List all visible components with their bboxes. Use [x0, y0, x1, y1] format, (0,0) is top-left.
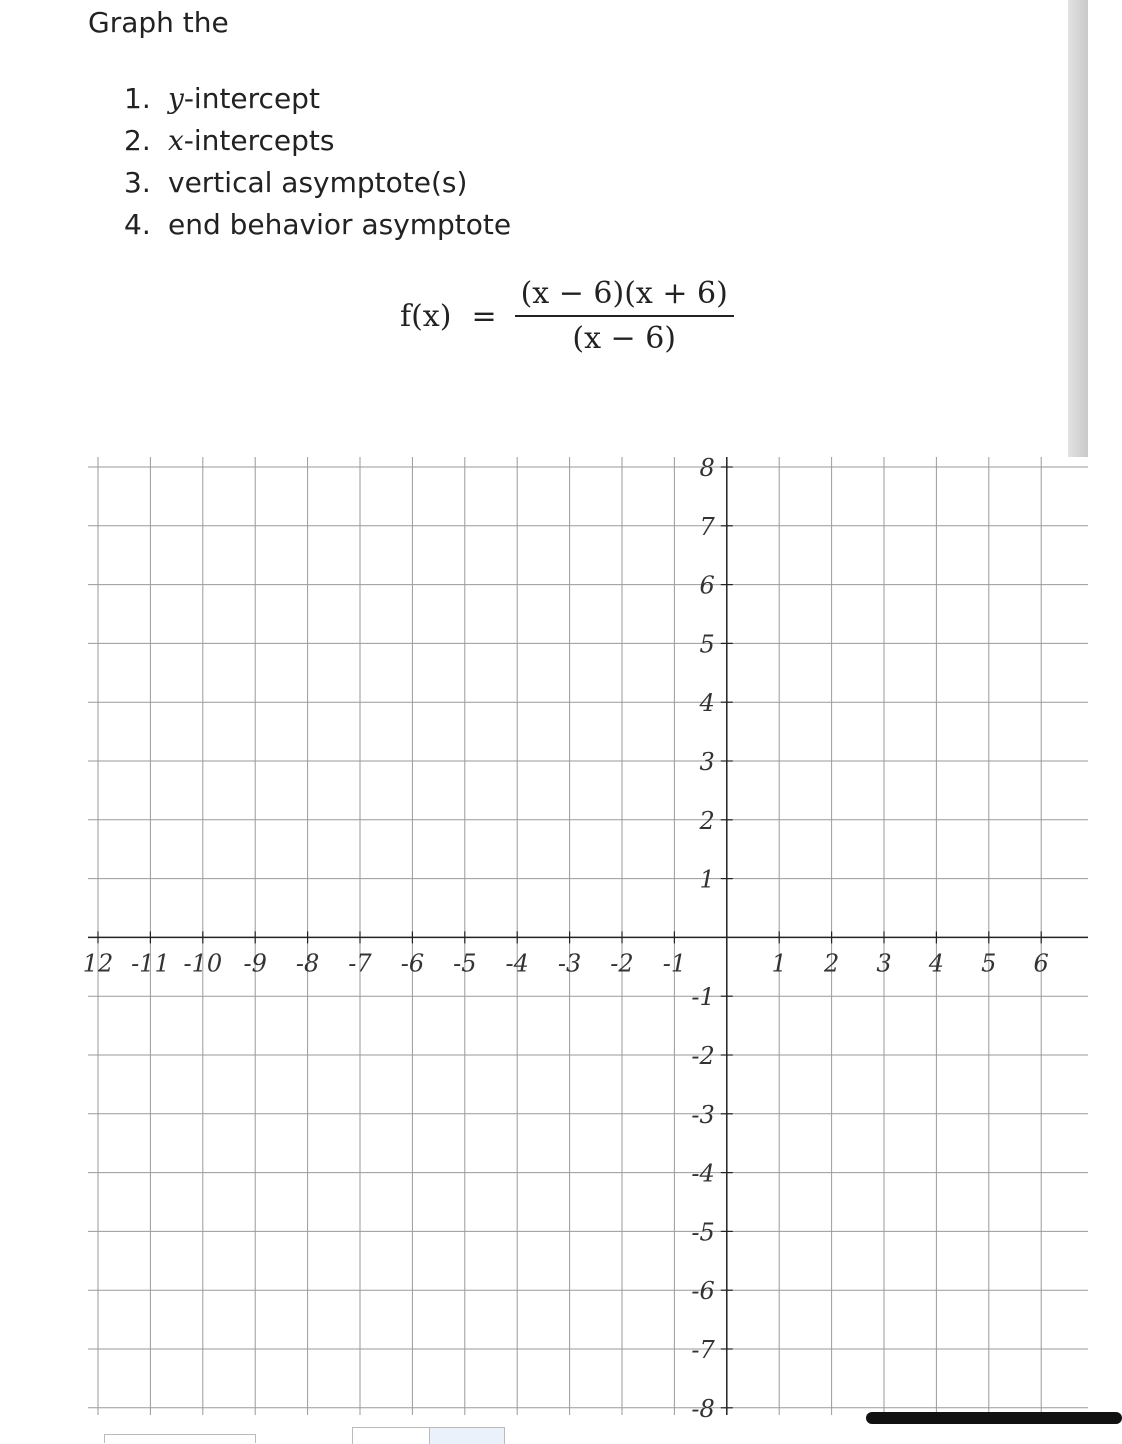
- y-tick-label: -3: [691, 1100, 715, 1129]
- page-scroll-shadow: [1068, 0, 1088, 457]
- y-tick-label: 7: [699, 512, 715, 541]
- task-item: [124, 162, 511, 204]
- x-tick-label: -8: [295, 949, 320, 978]
- x-tick-label: 3: [876, 949, 892, 978]
- x-tick-label: 6: [1033, 949, 1049, 978]
- math-variable: y: [168, 82, 184, 115]
- answer-control-middle[interactable]: [352, 1427, 430, 1444]
- task-item: [124, 204, 511, 246]
- x-tick-label: 2: [823, 949, 840, 978]
- x-tick-label: -4: [505, 949, 529, 978]
- y-tick-label: -8: [691, 1394, 715, 1420]
- y-tick-label: -4: [691, 1159, 715, 1188]
- x-tick-label: 5: [981, 949, 997, 978]
- x-tick-label: -6: [400, 949, 425, 978]
- y-tick-label: -2: [691, 1042, 715, 1070]
- function-formula: [400, 276, 734, 356]
- y-tick-label: 4: [699, 689, 715, 718]
- x-tick-label: -9: [243, 949, 267, 978]
- y-tick-label: -7: [691, 1336, 715, 1364]
- x-tick-label: -2: [610, 949, 634, 978]
- y-tick-label: 2: [699, 806, 715, 835]
- y-tick-label: -5: [691, 1218, 715, 1247]
- x-tick-label: 4: [928, 949, 945, 978]
- y-tick-label: 6: [699, 571, 715, 600]
- answer-control-right[interactable]: [429, 1427, 505, 1444]
- formula-denominator: (x − 6): [572, 321, 677, 356]
- task-number: 4.: [124, 208, 151, 241]
- task-text: -intercept: [183, 82, 320, 115]
- task-item: [124, 120, 511, 162]
- math-variable: x: [168, 124, 184, 157]
- task-number: 2.: [124, 124, 151, 157]
- x-tick-label: 12: [82, 949, 114, 978]
- x-tick-label: -5: [453, 949, 477, 978]
- x-tick-label: -1: [662, 949, 687, 978]
- x-tick-label: 1: [771, 949, 787, 978]
- task-list: [124, 78, 511, 246]
- task-text: vertical asymptote(s): [168, 166, 468, 199]
- formula-lhs: f(x): [400, 298, 452, 334]
- task-text: end behavior asymptote: [168, 208, 512, 241]
- x-tick-label: -7: [348, 949, 372, 978]
- y-tick-label: 3: [699, 748, 715, 776]
- coordinate-graph[interactable]: [0, 440, 1088, 1420]
- y-tick-label: 8: [699, 454, 715, 482]
- formula-fraction: [515, 276, 734, 356]
- formula-numerator: (x − 6)(x + 6): [515, 276, 734, 317]
- x-tick-label: -10: [183, 949, 223, 978]
- y-tick-label: 5: [699, 630, 715, 659]
- y-tick-label: 1: [699, 865, 715, 894]
- task-number: 1.: [124, 82, 151, 115]
- instruction-title: Graph the: [88, 6, 229, 39]
- task-number: 3.: [124, 166, 151, 199]
- home-indicator-bar: [866, 1412, 1122, 1424]
- formula-equals: =: [471, 298, 497, 334]
- task-item: [124, 78, 511, 120]
- x-tick-label: -3: [557, 949, 582, 978]
- y-tick-label: -6: [691, 1277, 715, 1306]
- y-tick-label: -1: [691, 983, 715, 1012]
- task-text: -intercepts: [183, 124, 335, 157]
- x-tick-label: -11: [131, 949, 170, 978]
